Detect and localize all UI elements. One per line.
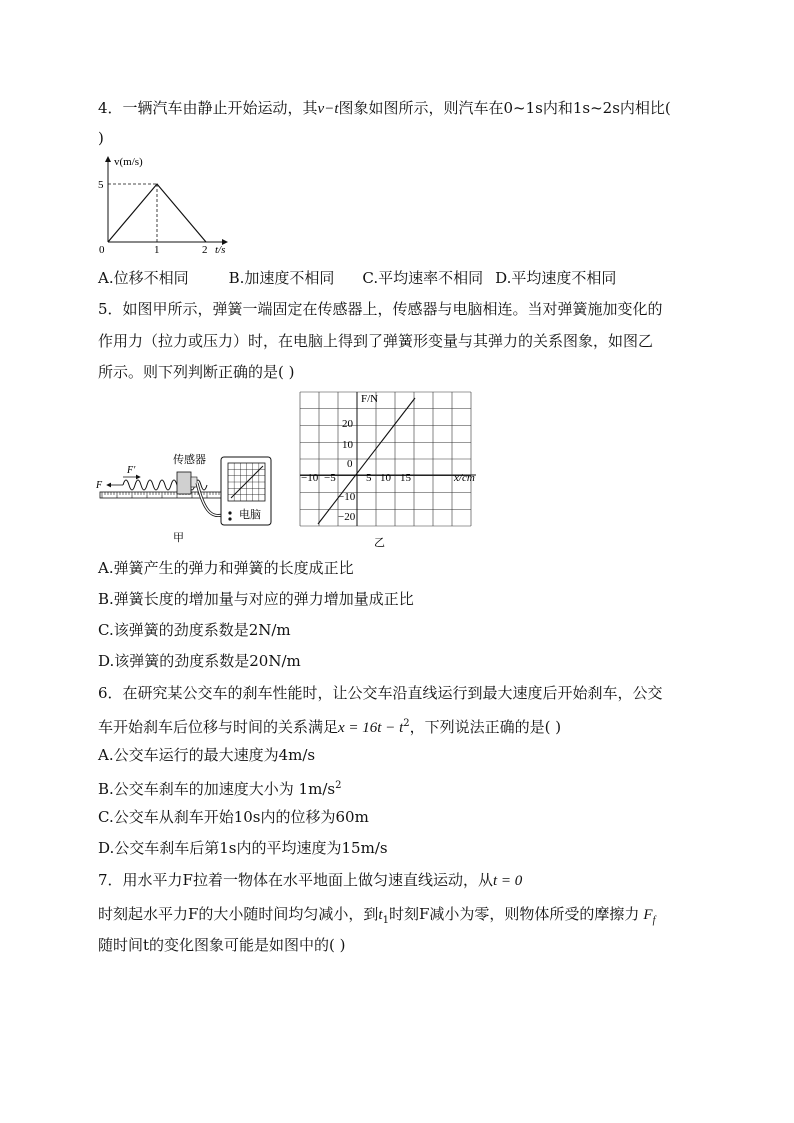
- q4-tick-x0: 0: [99, 244, 105, 256]
- q4-series-line: [108, 184, 206, 242]
- computer-label: 电脑: [239, 509, 261, 521]
- q6-opt-a[interactable]: A.公交车运行的最大速度为4m/s: [98, 746, 316, 764]
- q4-tick-y5: 5: [98, 179, 104, 191]
- q4-opt-c[interactable]: C.平均速率不相同: [362, 269, 484, 287]
- q4-stem-a: 4．一辆汽车由静止开始运动，其: [98, 99, 318, 117]
- yi-tick-xn10: −10: [301, 472, 319, 484]
- yi-tick-yn10: −10: [338, 491, 356, 503]
- q7-line3: 随时间t的变化图象可能是如图中的( ): [98, 936, 346, 954]
- q7-line2-a: 时刻起水平力F的大小随时间均匀减小，到: [98, 905, 379, 923]
- q4-opt-d[interactable]: D.平均速度不相同: [495, 269, 617, 287]
- q7-ff: F: [643, 907, 653, 923]
- force-f-label: F: [96, 480, 103, 491]
- q4-tick-x1: 1: [154, 244, 160, 256]
- q5-line2: 作用力（拉力或压力）时，在电脑上得到了弹簧形变量与其弹力的关系图象，如图乙: [98, 332, 654, 350]
- yi-tick-y10: 10: [342, 439, 353, 451]
- cable: [197, 483, 223, 516]
- q5-line1: 5．如图甲所示，弹簧一端固定在传感器上，传感器与电脑相连。当对弹簧施加变化的: [98, 300, 663, 318]
- q5-opt-b[interactable]: B.弹簧长度的增加量与对应的弹力增加量成正比: [98, 590, 414, 608]
- q4-opt-b[interactable]: B.加速度不相同: [228, 269, 335, 287]
- q4-opt-a[interactable]: A.位移不相同: [98, 269, 189, 287]
- yi-series-line: [318, 398, 415, 524]
- q6-opt-c[interactable]: C.公交车从刹车开始10s内的位移为60m: [98, 808, 369, 826]
- q6-line1: 6．在研究某公交车的刹车性能时，让公交车沿直线运行到最大速度后开始刹车，公交: [98, 684, 663, 702]
- fig-yi-caption: 乙: [374, 537, 385, 549]
- q4-stem-formula: v−t: [317, 101, 339, 117]
- yi-tick-y0: 0: [347, 458, 353, 470]
- q4-stem-b: 图象如图所示，则汽车在0~1s内和1s~2s内相比(: [338, 99, 671, 117]
- q7-line1: [98, 870, 522, 891]
- q7-t1: t: [378, 907, 383, 923]
- computer-knob-2: [228, 517, 231, 520]
- q4-tick-x2: 2: [202, 244, 208, 256]
- q6-opt-d[interactable]: D.公交车刹车后第1s内的平均速度为15m/s: [98, 839, 388, 857]
- q5-figure-jia: [95, 445, 285, 545]
- yi-tick-x5: 5: [366, 472, 372, 484]
- q4-options: [98, 268, 616, 288]
- q4-stem-line1: [98, 98, 671, 119]
- q5-line3: 所示。则下列判断正确的是( ): [98, 363, 295, 381]
- yi-tick-yn20: −20: [338, 511, 356, 523]
- q5-opt-a[interactable]: A.弹簧产生的弹力和弹簧的长度成正比: [98, 559, 354, 577]
- q5-figure-yi: [296, 390, 486, 550]
- q4-xlabel: t/s: [215, 244, 226, 256]
- q4-vt-graph: [95, 152, 245, 257]
- q7-t1-sub: 1: [382, 915, 389, 926]
- q7-line2: [98, 904, 655, 931]
- q6-line2-a: 车开始刹车后位移与时间的关系满足: [98, 718, 339, 736]
- q4-stem-close: ): [98, 129, 104, 147]
- q6-opt-b-sup: 2: [335, 780, 342, 791]
- q6-opt-b[interactable]: [98, 776, 341, 799]
- computer-knob-1: [228, 511, 231, 514]
- q6-formula-sup: 2: [403, 718, 410, 729]
- yi-xlabel: x/cm: [454, 472, 475, 484]
- q6-formula: x = 16t − t: [338, 720, 404, 736]
- yi-tick-x10: 10: [380, 472, 391, 484]
- q7-formula: t = 0: [492, 873, 523, 889]
- q5-opt-d[interactable]: D.该弹簧的劲度系数是20N/m: [98, 652, 301, 670]
- force-fprime-label: F′: [127, 465, 136, 476]
- q5-opt-c[interactable]: C.该弹簧的劲度系数是2N/m: [98, 621, 291, 639]
- q7-line2-b: 时刻F减小为零，则物体所受的摩擦力: [388, 905, 640, 923]
- fig-jia-caption: 甲: [173, 532, 184, 544]
- q6-line2-b: ，下列说法正确的是( ): [409, 718, 562, 736]
- yi-ylabel: F/N: [361, 393, 379, 405]
- q7-ff-sub: f: [652, 915, 656, 926]
- q6-line2: [98, 714, 561, 738]
- q7-line1-a: 7．用水平力F拉着一物体在水平地面上做匀速直线运动，从: [98, 871, 493, 889]
- q4-ylabel: v(m/s): [114, 156, 143, 168]
- q6-opt-b-text: B.公交车刹车的加速度大小为 1m/s: [98, 780, 336, 798]
- yi-tick-x15: 15: [400, 472, 411, 484]
- yi-tick-y20: 20: [342, 418, 353, 430]
- yi-tick-xn5: −5: [324, 472, 336, 484]
- sensor-block: [177, 472, 191, 494]
- sensor-label: 传感器: [173, 454, 206, 466]
